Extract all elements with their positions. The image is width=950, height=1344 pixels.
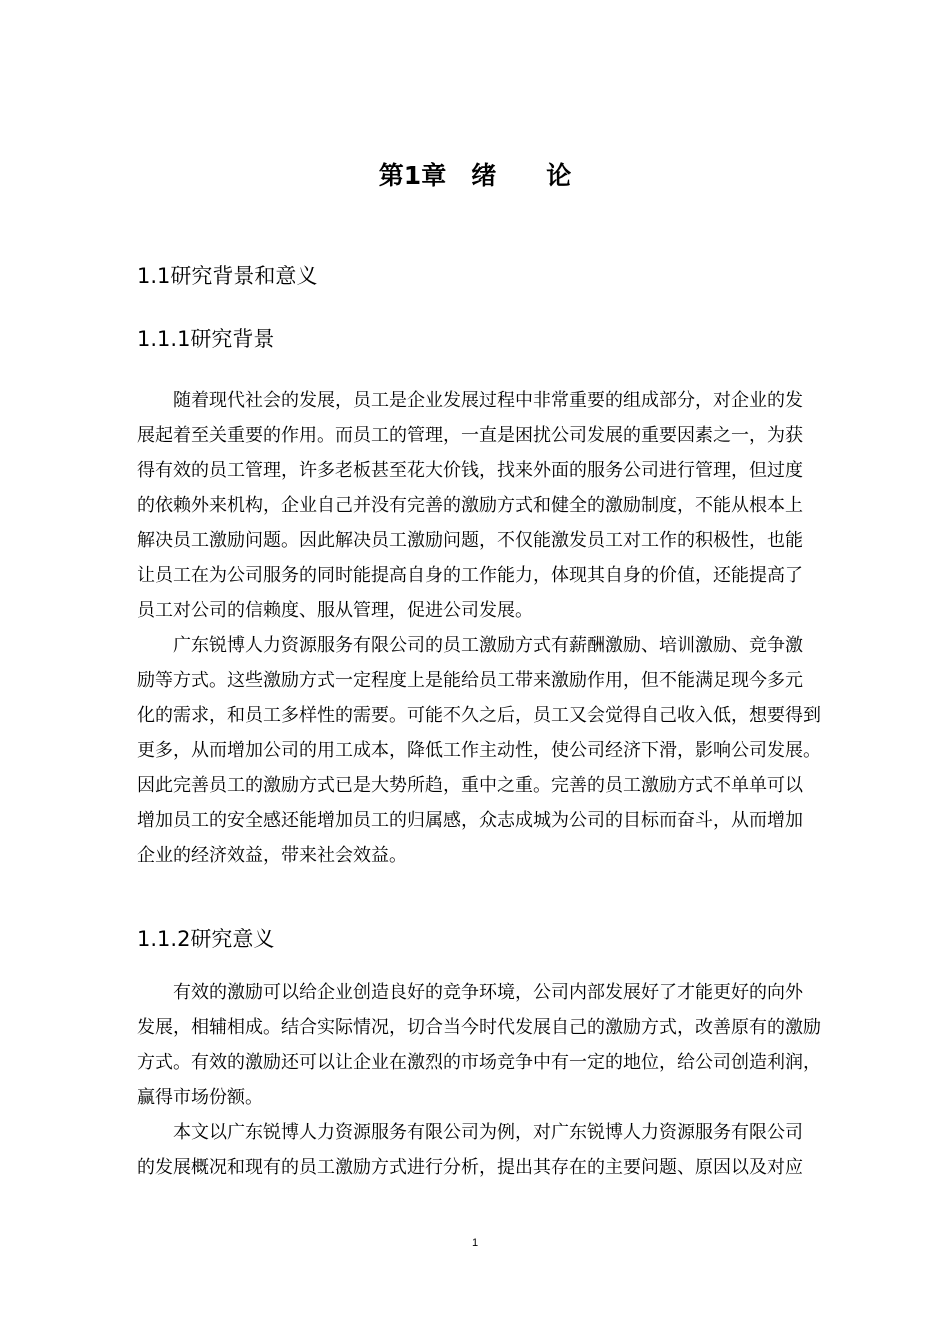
section-heading: 1.1研究背景和意义 [137, 264, 318, 288]
paragraph-line: 因此完善员工的激励方式已是大势所趋，重中之重。完善的员工激励方式不单单可以 [137, 775, 803, 796]
paragraph-line: 方式。有效的激励还可以让企业在激烈的市场竞争中有一定的地位，给公司创造利润， [137, 1052, 821, 1073]
page-number: 1 [471, 1237, 479, 1249]
paragraph-line: 有效的激励可以给企业创造良好的竞争环境，公司内部发展好了才能更好的向外 [173, 982, 803, 1003]
paragraph-line: 化的需求，和员工多样性的需要。可能不久之后，员工又会觉得自己收入低，想要得到 [137, 705, 821, 726]
paragraph-line: 员工对公司的信赖度、服从管理，促进公司发展。 [137, 600, 533, 621]
paragraph-line: 的依赖外来机构，企业自己并没有完善的激励方式和健全的激励制度，不能从根本上 [137, 495, 803, 516]
background-body [137, 383, 842, 873]
paragraph-line: 的发展概况和现有的员工激励方式进行分析，提出其存在的主要问题、原因以及对应 [137, 1157, 803, 1178]
paragraph-line: 发展，相辅相成。结合实际情况，切合当今时代发展自己的激励方式，改善原有的激励 [137, 1017, 821, 1038]
paragraph-line: 随着现代社会的发展，员工是企业发展过程中非常重要的组成部分，对企业的发 [173, 390, 803, 411]
chapter-title: 第1章 绪 论 [378, 161, 572, 190]
paragraph-line: 赢得市场份额。 [137, 1087, 263, 1108]
subsection-heading-significance: 1.1.2研究意义 [137, 927, 275, 951]
paragraph-line: 广东锐博人力资源服务有限公司的员工激励方式有薪酬激励、培训激励、竞争激 [173, 635, 803, 656]
subsection-heading-background: 1.1.1研究背景 [137, 327, 275, 351]
paragraph-line: 更多，从而增加公司的用工成本，降低工作主动性，使公司经济下滑，影响公司发展。 [137, 740, 821, 761]
paragraph-line: 展起着至关重要的作用。而员工的管理，一直是困扰公司发展的重要因素之一，为获 [137, 425, 803, 446]
paragraph-line: 得有效的员工管理，许多老板甚至花大价钱，找来外面的服务公司进行管理，但过度 [137, 460, 803, 481]
paragraph-line: 解决员工激励问题。因此解决员工激励问题，不仅能激发员工对工作的积极性，也能 [137, 530, 803, 551]
paragraph-line: 本文以广东锐博人力资源服务有限公司为例，对广东锐博人力资源服务有限公司 [173, 1122, 803, 1143]
significance-body [137, 975, 842, 1185]
paragraph-line: 让员工在为公司服务的同时能提高自身的工作能力，体现其自身的价值，还能提高了 [137, 565, 803, 586]
paragraph-line: 增加员工的安全感还能增加员工的归属感，众志成城为公司的目标而奋斗，从而增加 [137, 810, 803, 831]
paragraph-line: 企业的经济效益，带来社会效益。 [137, 845, 407, 866]
paragraph-line: 励等方式。这些激励方式一定程度上是能给员工带来激励作用，但不能满足现今多元 [137, 670, 803, 691]
